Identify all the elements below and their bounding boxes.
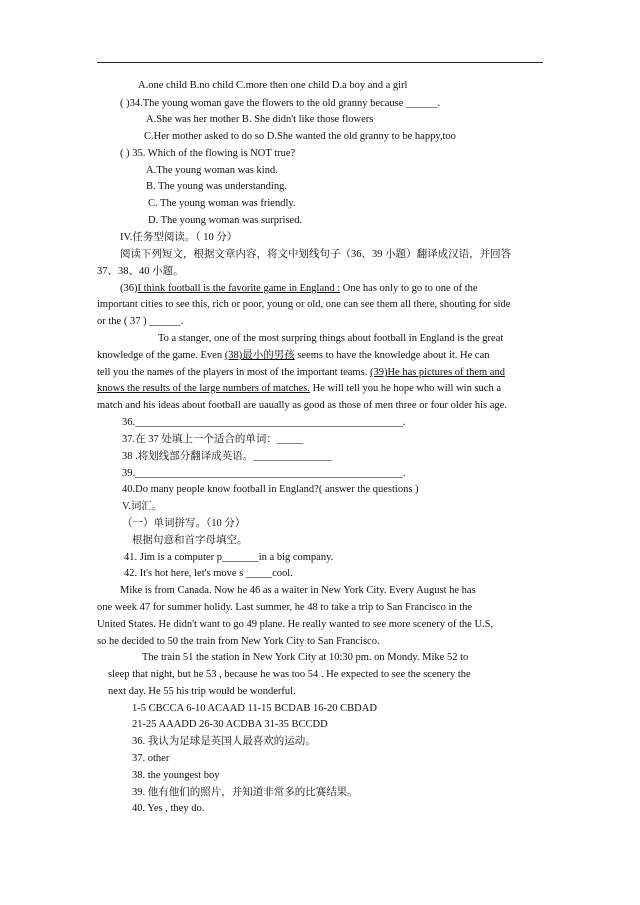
passage-line: knowledge of the game. Even (38)最小的男孩 seems to have the knowledge about it. He can	[97, 350, 490, 361]
underlined-sentence-39-cont: knows the results of the large numbers of matches.	[97, 383, 310, 394]
q35-option-d: D. The young woman was surprised.	[148, 215, 303, 226]
passage-line: important cities to see this, rich or poor, young or old, one can see them all there, shouting for side	[97, 299, 511, 310]
passage-line: or the ( 37 ) ______.	[97, 316, 184, 327]
underlined-sentence-39: (39)He has pictures of them and	[369, 367, 505, 378]
cloze-line: one week 47 for summer holidy. Last summer, he 48 to take a trip to San Francisco in the	[97, 602, 473, 613]
answer-36: 36. 我认为足球是英国人最喜欢的运动。	[132, 736, 316, 747]
cloze-line: sleep that night, but he 53 , because he was too 54 . He expected to see the scenery the	[108, 669, 471, 680]
question-42: 42. It's hot here, let's move s _____cool.	[124, 568, 293, 579]
passage-line: knows the results of the large numbers of matches. He will tell you he hope who will win such a	[97, 383, 501, 394]
q35-option-a: A.The young woman was kind.	[146, 165, 278, 176]
q34-options-ab: A.She was her mother B. She didn't like those flowers	[146, 114, 374, 125]
q35-option-c: C. The young woman was friendly.	[148, 198, 296, 209]
question-40: 40.Do many people know football in England?( answer the questions )	[122, 484, 419, 495]
q34-stem: ( )34.The young woman gave the flowers to the old granny because ______.	[120, 98, 441, 109]
q34-options-cd: C.Her mother asked to do so D.She wanted the old granny to be happy,too	[144, 131, 456, 142]
q35-stem: ( ) 35. Which of the flowing is NOT true?	[120, 148, 296, 159]
section4-instruction-cont: 37、38、40 小题。	[97, 266, 184, 277]
underlined-phrase-38: (38)最小的男孩	[224, 350, 295, 361]
cloze-line: United States. He didn't want to go 49 plane. He really wanted to see more scenery of the U.S,	[97, 619, 494, 630]
cloze-line: The train 51 the station in New York City at 10:30 pm. on Mondy. Mike 52 to	[142, 652, 469, 663]
answer-40: 40. Yes , they do.	[132, 803, 205, 814]
header-rule	[97, 62, 543, 63]
passage-line: match and his ideas about football are uaually as good as those of men three or four older his age.	[97, 400, 507, 411]
question-37: 37.在 37 处填上一个适合的单词：_____	[122, 434, 304, 445]
section5-subheading: （一）单词拼写。（10 分）	[122, 518, 246, 529]
answer-key-line: 1-5 CBCCA 6-10 ACAAD 11-15 BCDAB 16-20 CBDAD	[132, 703, 377, 714]
passage-line: tell you the names of the players in most of the important teams. (39)He has pictures of them and	[97, 367, 505, 378]
cloze-line: Mike is from Canada. Now he 46 as a waiter in New York City. Every August he has	[120, 585, 476, 596]
section4-instruction: 阅读下列短文，根据文章内容，将文中划线句子（36、39 小题）翻译成汉语，并回答	[120, 249, 512, 260]
q35-option-b: B. The young was understanding.	[146, 181, 287, 192]
answer-37: 37. other	[132, 753, 170, 764]
question-39: 39.___________________________________________________.	[122, 468, 406, 479]
section5-instruction: 根据句意和首字母填空。	[132, 535, 248, 546]
section4-heading: IV.任务型阅读。（ 10 分）	[120, 232, 238, 243]
passage-line: To a stanger, one of the most surpring things about football in England is the great	[158, 333, 504, 344]
answer-key-line: 21-25 AAADD 26-30 ACDBA 31-35 BCCDD	[132, 719, 328, 730]
q33-options: A.one child B.no child C.more then one child D.a boy and a girl	[138, 80, 408, 91]
cloze-line: so he decided to 50 the train from New York City to San Francisco.	[97, 636, 380, 647]
cloze-line: next day. He 55 his trip would be wonderful.	[108, 686, 296, 697]
section5-heading: V.词汇。	[122, 501, 163, 512]
question-41: 41. Jim is a computer p_______in a big company.	[124, 552, 334, 563]
question-36: 36.___________________________________________________.	[122, 417, 406, 428]
question-38: 38 .将划线部分翻译成英语。_______________	[122, 451, 332, 462]
passage-line: (36)I think football is the favorite game in England : One has only to go to one of the	[120, 283, 478, 294]
answer-39: 39. 他有他们的照片，并知道非常多的比赛结果。	[132, 787, 358, 798]
underlined-sentence-36: I think football is the favorite game in England :	[137, 283, 341, 294]
answer-38: 38. the youngest boy	[132, 770, 220, 781]
